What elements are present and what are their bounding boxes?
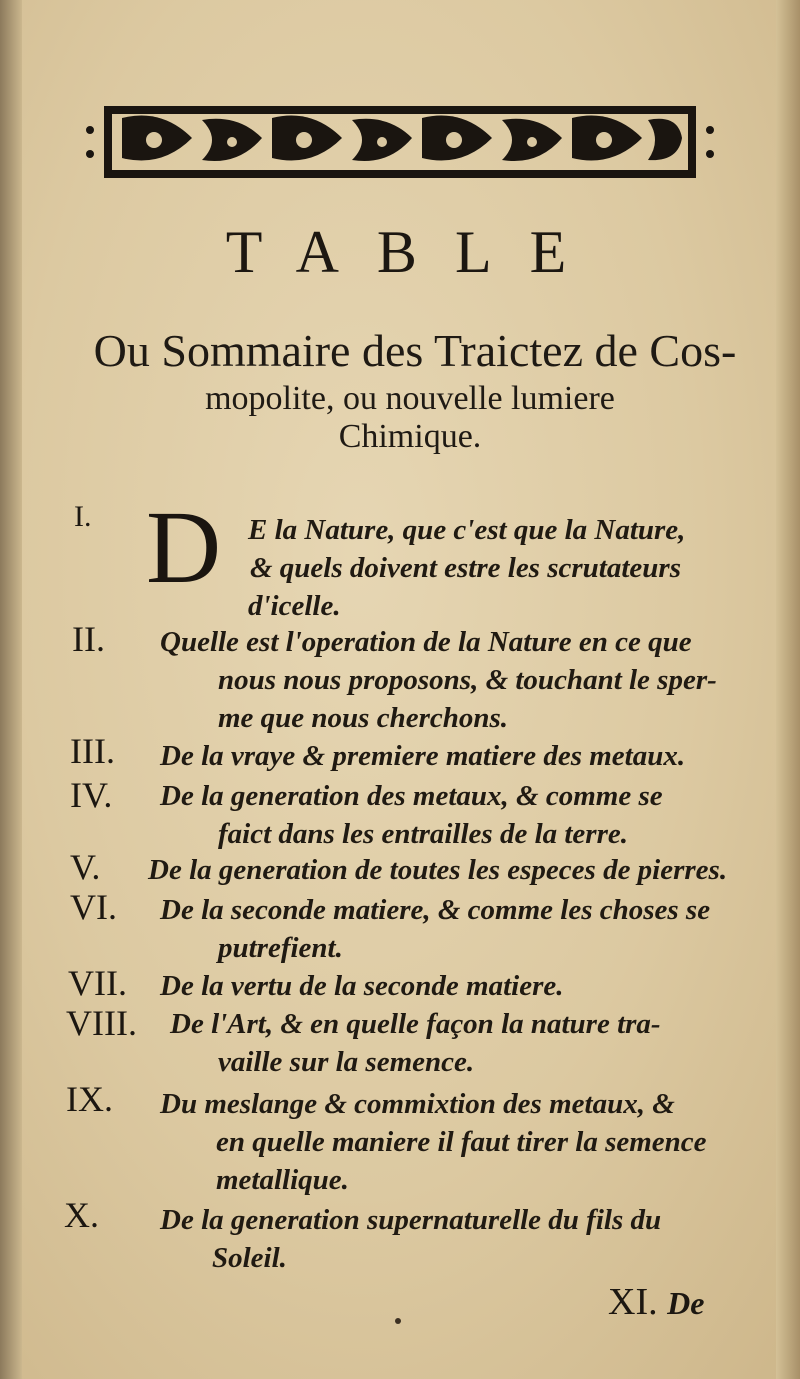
ornamental-headpiece (82, 96, 718, 188)
entry-line: d'icelle. (248, 590, 341, 622)
entry-numeral: I. (74, 500, 92, 533)
entry-numeral: VIII. (66, 1003, 137, 1043)
entry-numeral: X. (64, 1195, 99, 1235)
entry-line: De la generation de toutes les especes de pierres. (148, 854, 728, 886)
entry-line: Du meslange & commixtion des metaux, & (160, 1088, 675, 1120)
entry-line: De la generation supernaturelle du fils du (160, 1204, 662, 1236)
entry-numeral: V. (70, 847, 101, 887)
ink-speck (395, 1318, 401, 1324)
subtitle-line-1: Ou Sommaire des Traictez de Cos- (93, 325, 737, 376)
entry-line: De la vraye & premiere matiere des metaux. (160, 740, 686, 772)
entry-line: metallique. (216, 1164, 349, 1196)
drop-capital: D (146, 490, 222, 605)
entry-numeral: II. (72, 619, 105, 659)
page-title: TABLE (225, 219, 605, 285)
catchword (608, 1280, 704, 1324)
page-gutter-left (0, 0, 22, 1379)
entry-line: Quelle est l'operation de la Nature en ce que (160, 626, 692, 658)
entry-line: faict dans les entrailles de la terre. (218, 818, 628, 850)
entry-line: De la seconde matiere, & comme les choses se (160, 894, 711, 926)
entry-line: De la vertu de la seconde matiere. (160, 970, 564, 1002)
entry-numeral: VI. (70, 887, 117, 927)
entry-line: putrefient. (218, 932, 343, 964)
catchword-word: De (667, 1285, 705, 1321)
entry-line: en quelle maniere il faut tirer la semence (216, 1126, 707, 1158)
entry-line: vaille sur la semence. (218, 1046, 475, 1078)
entry-line: me que nous cherchons. (218, 702, 509, 734)
page-edge-right (776, 0, 800, 1379)
subtitle-line-2: mopolite, ou nouvelle lumiere (205, 380, 615, 417)
entry-line: De l'Art, & en quelle façon la nature tra- (170, 1008, 661, 1040)
entry-line: De la generation des metaux, & comme se (160, 780, 663, 812)
entry-line: Soleil. (212, 1242, 287, 1274)
entry-numeral: IV. (70, 775, 113, 815)
entry-numeral: III. (70, 731, 115, 771)
entry-numeral: VII. (68, 963, 127, 1003)
entry-line: nous nous proposons, & touchant le sper- (218, 664, 717, 696)
entry-line: E la Nature, que c'est que la Nature, (248, 514, 686, 546)
entry-line: & quels doivent estre les scrutateurs (250, 552, 681, 584)
entry-numeral: IX. (66, 1079, 113, 1119)
catchword-numeral: XI. (608, 1281, 658, 1323)
subtitle-line-3: Chimique. (338, 418, 482, 455)
